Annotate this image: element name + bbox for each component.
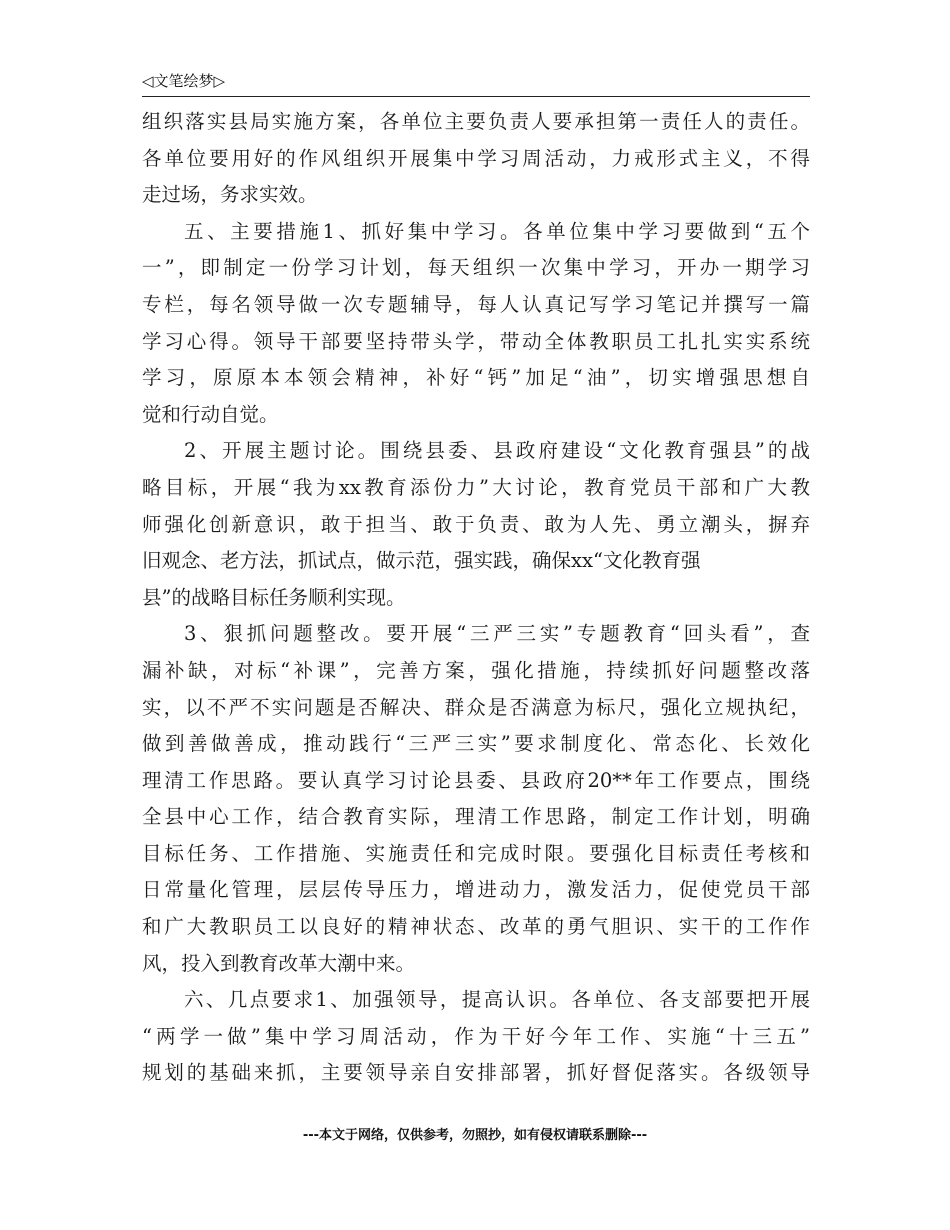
body-line: 学习心得。领导干部要坚持带头学，带动全体教职员工扎扎实实系统 bbox=[142, 329, 810, 353]
body-line: 理清工作思路。要认真学习讨论县委、县政府20**年工作要点，围绕 bbox=[142, 768, 810, 792]
page-header bbox=[142, 70, 810, 97]
body-line: 专栏，每名领导做一次专题辅导，每人认真记写学习笔记并撰写一篇 bbox=[142, 292, 810, 316]
body-line: 全县中心工作，结合教育实际，理清工作思路，制定工作计划，明确 bbox=[142, 805, 810, 829]
body-line: 规划的基础来抓，主要领导亲自安排部署，抓好督促落实。各级领导 bbox=[142, 1061, 810, 1085]
body-line: 县”的战略目标任务顺利实现。 bbox=[142, 585, 406, 609]
body-line: 一”，即制定一份学习计划，每天组织一次集中学习，开办一期学习 bbox=[142, 256, 810, 280]
body-line: 师强化创新意识，敢于担当、敢于负责、敢为人先、勇立潮头，摒弃 bbox=[142, 512, 810, 536]
body-line: 略目标，开展“我为xx教育添份力”大讨论，教育党员干部和广大教 bbox=[142, 475, 810, 499]
body-line: 各单位要用好的作风组织开展集中学习周活动，力戒形式主义，不得 bbox=[142, 146, 810, 170]
header-title: ◁文笔绘梦▷ bbox=[142, 72, 226, 90]
body-line: 和广大教职员工以良好的精神状态、改革的勇气胆识、实干的工作作 bbox=[142, 915, 810, 939]
body-line: 旧观念、老方法，抓试点，做示范，强实践，确保xx“文化教育强 bbox=[142, 549, 701, 573]
body-line: 六、几点要求1、加强领导，提高认识。各单位、各支部要把开展 bbox=[184, 988, 810, 1012]
body-line: 实，以不严不实问题是否解决、群众是否满意为标尺，强化立规执纪， bbox=[142, 695, 810, 719]
body-line: 走过场，务求实效。 bbox=[142, 183, 318, 207]
body-line: 目标任务、工作措施、实施责任和完成时限。要强化目标责任考核和 bbox=[142, 841, 810, 865]
body-line: 五、主要措施1、抓好集中学习。各单位集中学习要做到“五个 bbox=[184, 219, 810, 243]
body-line: 组织落实县局实施方案，各单位主要负责人要承担第一责任人的责任。 bbox=[142, 110, 810, 133]
body-line: 学习，原原本本领会精神，补好“钙”加足“油”，切实增强思想自 bbox=[142, 366, 810, 390]
document-body bbox=[142, 104, 810, 1092]
footer-notice: ---本文于网络，仅供参考，勿照抄，如有侵权请联系删除--- bbox=[302, 1128, 648, 1143]
body-line: 做到善做善成，推动践行“三严三实”要求制度化、常态化、长效化 bbox=[142, 732, 810, 756]
body-line: “两学一做”集中学习周活动，作为干好今年工作、实施“十三五” bbox=[142, 1024, 810, 1048]
body-line: 3、狠抓问题整改。要开展“三严三实”专题教育“回头看”，查 bbox=[184, 622, 810, 646]
body-line: 日常量化管理，层层传导压力，增进动力，激发活力，促使党员干部 bbox=[142, 878, 810, 902]
body-line: 觉和行动自觉。 bbox=[142, 402, 279, 426]
body-line: 风，投入到教育改革大潮中来。 bbox=[142, 951, 416, 975]
body-line: 漏补缺，对标“补课”，完善方案，强化措施，持续抓好问题整改落 bbox=[142, 658, 810, 682]
body-line: 2、开展主题讨论。围绕县委、县政府建设“文化教育强县”的战 bbox=[184, 439, 810, 463]
